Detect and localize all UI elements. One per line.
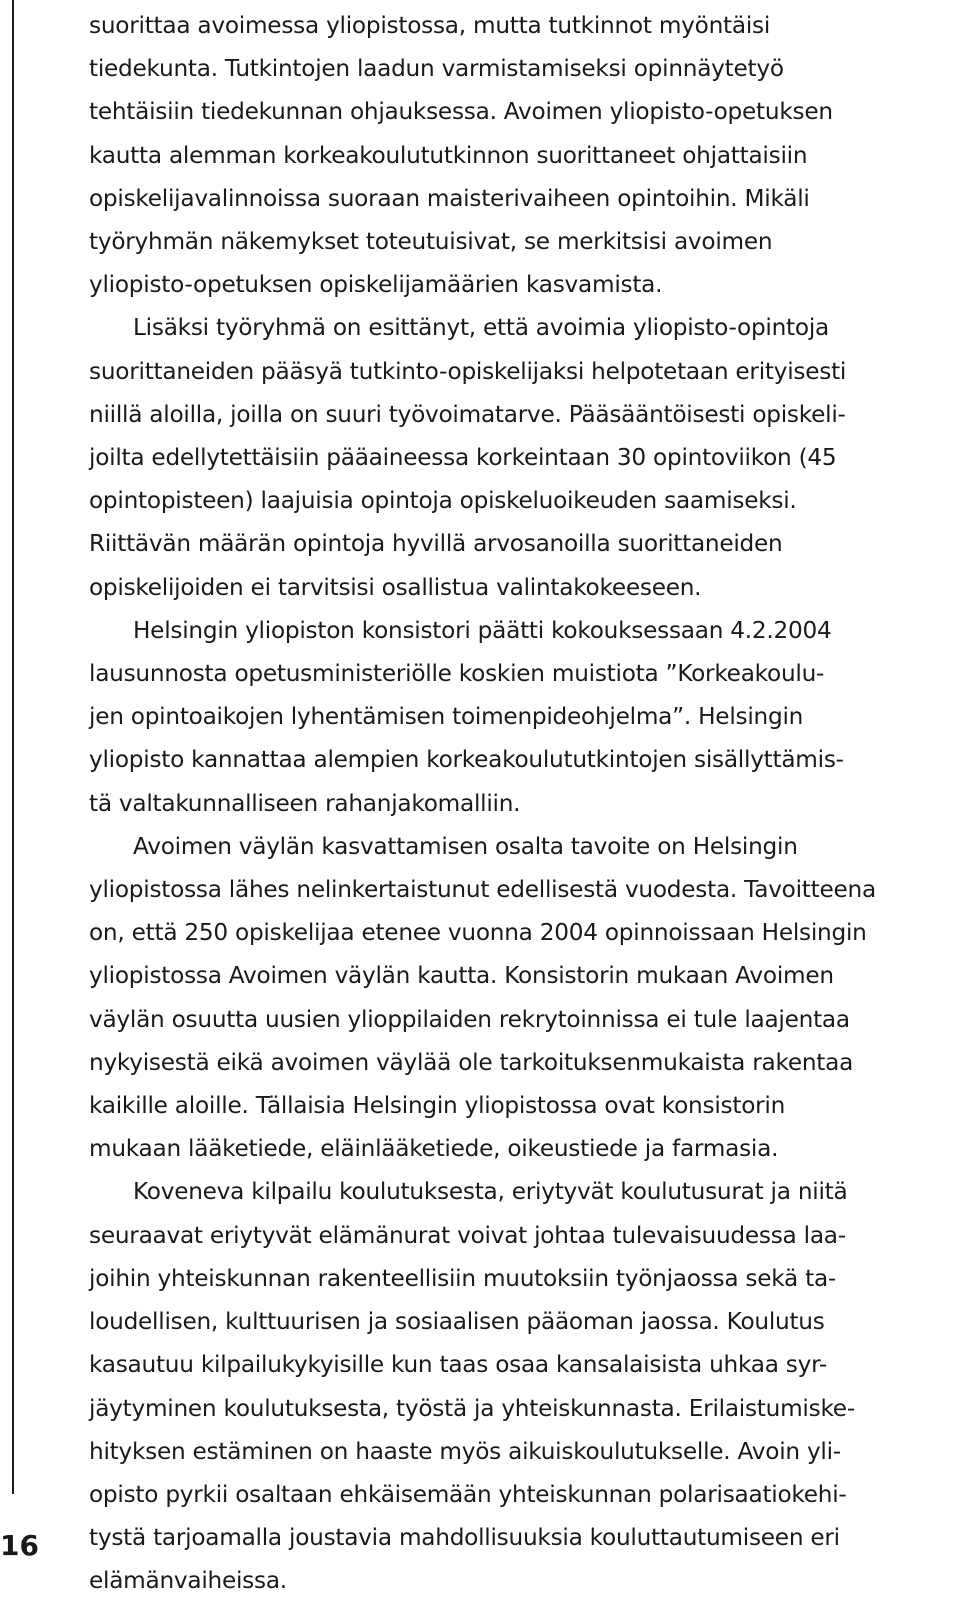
text-line: suorittaa avoimessa yliopistossa, mutta tutkinnot myöntäisi [89, 12, 771, 39]
text-line: suorittaneiden pääsyä tutkinto-opiskelijaksi helpotetaan erityisesti [89, 357, 847, 385]
text-line: kasautuu kilpailukykyisille kun taas osaa kansalaisista uhkaa syr- [89, 1351, 828, 1379]
text-line: opintopisteen) laajuisia opintoja opiskeluoikeuden saamiseksi. [89, 487, 797, 515]
text-line: elämänvaiheissa. [89, 1567, 287, 1595]
paragraph [89, 825, 949, 1171]
text-line: Lisäksi työryhmä on esittänyt, että avoimia yliopisto-opintoja [133, 314, 829, 342]
paragraph [89, 4, 949, 306]
text-line: lausunnosta opetusministeriölle koskien muistiota ”Korkeakoulu- [89, 660, 825, 688]
text-line: työryhmän näkemykset toteutuisivat, se merkitsisi avoimen [89, 228, 773, 256]
text-line: tiedekunta. Tutkintojen laadun varmistamiseksi opinnäytetyö [89, 55, 784, 83]
text-line: yliopistossa Avoimen väylän kautta. Konsistorin mukaan Avoimen [89, 962, 834, 990]
text-line: väylän osuutta uusien ylioppilaiden rekrytoinnissa ei tule laajentaa [89, 1005, 850, 1033]
text-line: yliopistossa lähes nelinkertaistunut edellisestä vuodesta. Tavoitteena [89, 876, 876, 904]
text-line: yliopisto kannattaa alempien korkeakoulututkintojen sisällyttämis- [89, 746, 844, 774]
text-line: tä valtakunnalliseen rahanjakomalliin. [89, 789, 521, 817]
page-number: 16 [0, 1529, 39, 1562]
paragraph [89, 609, 949, 825]
text-line: Helsingin yliopiston konsistori päätti kokouksessaan 4.2.2004 [133, 616, 832, 644]
text-line: Avoimen väylän kasvattamisen osalta tavoite on Helsingin [133, 832, 798, 860]
text-line: jäytyminen koulutuksesta, työstä ja yhteiskunnasta. Erilaistumiske- [89, 1394, 855, 1422]
text-line: mukaan lääketiede, eläinlääketiede, oikeustiede ja farmasia. [89, 1135, 779, 1163]
text-line: opisto pyrkii osaltaan ehkäisemään yhteiskunnan polarisaatiokehi- [89, 1480, 847, 1508]
paragraph [89, 306, 949, 608]
text-line: Koveneva kilpailu koulutuksesta, eriytyvät koulutusurat ja niitä [133, 1178, 848, 1206]
body-text [89, 4, 949, 1603]
text-line: opiskelijavalinnoissa suoraan maisterivaiheen opintoihin. Mikäli [89, 184, 810, 212]
text-line: joilta edellytettäisiin pääaineessa korkeintaan 30 opintoviikon (45 [89, 444, 837, 472]
text-line: seuraavat eriytyvät elämänurat voivat johtaa tulevaisuudessa laa- [89, 1221, 846, 1249]
text-line: opiskelijoiden ei tarvitsisi osallistua valintakokeeseen. [89, 573, 702, 601]
text-line: niillä aloilla, joilla on suuri työvoimatarve. Pääsääntöisesti opiskeli- [89, 400, 846, 428]
text-line: yliopisto-opetuksen opiskelijamäärien kasvamista. [89, 271, 663, 299]
text-line: kautta alemman korkeakoulututkinnon suorittaneet ohjattaisiin [89, 141, 808, 169]
text-line: tehtäisiin tiedekunnan ohjauksessa. Avoimen yliopisto-opetuksen [89, 98, 833, 126]
text-line: Riittävän määrän opintoja hyvillä arvosanoilla suorittaneiden [89, 530, 783, 558]
text-line: joihin yhteiskunnan rakenteellisiin muutoksiin työnjaossa sekä ta- [89, 1264, 837, 1292]
text-line: loudellisen, kulttuurisen ja sosiaalisen pääoman jaossa. Koulutus [89, 1308, 825, 1336]
text-line: on, että 250 opiskelijaa etenee vuonna 2004 opinnoissaan Helsingin [89, 919, 867, 947]
margin-rule [12, 0, 14, 1494]
paragraph [89, 1170, 949, 1602]
text-line: tystä tarjoamalla joustavia mahdollisuuksia kouluttautumiseen eri [89, 1524, 840, 1552]
text-line: kaikille aloille. Tällaisia Helsingin yliopistossa ovat konsistorin [89, 1092, 786, 1120]
text-line: jen opintoaikojen lyhentämisen toimenpideohjelma”. Helsingin [89, 703, 804, 731]
text-line: nykyisestä eikä avoimen väylää ole tarkoituksenmukaista rakentaa [89, 1048, 854, 1076]
text-line: hityksen estäminen on haaste myös aikuiskoulutukselle. Avoin yli- [89, 1437, 841, 1465]
